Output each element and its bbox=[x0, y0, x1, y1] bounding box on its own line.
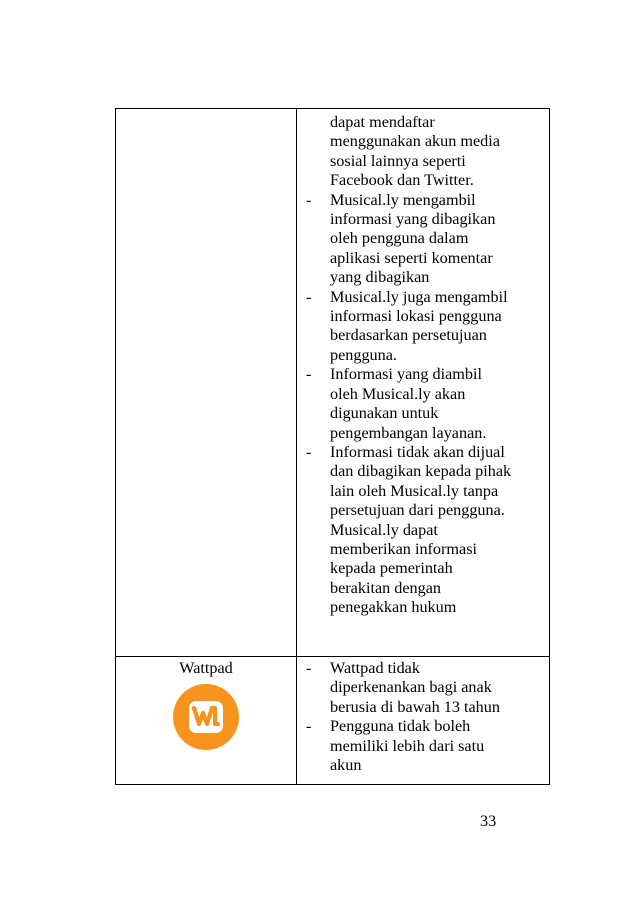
policy-cell bbox=[297, 109, 550, 657]
page-number: 33 bbox=[480, 812, 497, 830]
policy-line: pengembangan layanan. bbox=[330, 423, 487, 442]
app-cell bbox=[116, 109, 297, 657]
policy-line: oleh Musical.ly akan bbox=[330, 384, 466, 403]
wattpad-logo-icon bbox=[173, 684, 239, 750]
policy-line: menggunakan akun media bbox=[330, 132, 500, 151]
table-row bbox=[116, 109, 550, 657]
policy-line: kepada pemerintah bbox=[330, 559, 453, 578]
policy-line: berdasarkan persetujuan bbox=[330, 326, 487, 345]
policy-bullet bbox=[306, 365, 541, 384]
policy-line: oleh pengguna dalam bbox=[330, 229, 469, 248]
policy-line: sosial lainnya seperti bbox=[330, 151, 466, 170]
policy-line: persetujuan dari pengguna. bbox=[330, 501, 505, 520]
bullet-dash: - bbox=[306, 717, 312, 736]
policy-line: lain oleh Musical.ly tanpa bbox=[330, 481, 499, 500]
policy-cell bbox=[297, 657, 550, 785]
policy-line: penegakkan hukum bbox=[330, 598, 457, 617]
policy-line: Musical.ly juga mengambil bbox=[330, 287, 508, 306]
policy-line: Pengguna tidak boleh bbox=[330, 717, 471, 736]
app-name: Wattpad bbox=[179, 659, 233, 677]
bullet-dash: - bbox=[306, 190, 312, 209]
policy-line: Facebook dan Twitter. bbox=[330, 171, 474, 190]
policy-line: dan dibagikan kepada pihak bbox=[330, 462, 512, 481]
policy-bullet bbox=[306, 288, 541, 307]
policy-line: informasi lokasi pengguna bbox=[330, 307, 502, 326]
bullet-dash: - bbox=[306, 365, 312, 384]
table-row bbox=[116, 657, 550, 785]
bullet-dash: - bbox=[306, 442, 312, 461]
policy-bullet bbox=[306, 659, 541, 678]
policy-line: Informasi tidak akan dijual bbox=[330, 442, 505, 461]
app-cell bbox=[116, 657, 297, 785]
policy-line: memberikan informasi bbox=[330, 539, 477, 558]
policy-line: pengguna. bbox=[330, 345, 397, 364]
policy-line: Musical.ly mengambil bbox=[330, 190, 476, 209]
policy-bullet bbox=[306, 443, 541, 462]
policy-line: berusia di bawah 13 tahun bbox=[330, 697, 500, 716]
policy-line: berakitan dengan bbox=[330, 578, 442, 597]
policy-line: aplikasi seperti komentar bbox=[330, 248, 493, 267]
policy-bullet bbox=[306, 191, 541, 210]
policy-line: informasi yang dibagikan bbox=[330, 210, 496, 229]
policy-line: memiliki lebih dari satu bbox=[330, 736, 485, 755]
bullet-dash: - bbox=[306, 287, 312, 306]
policy-bullet bbox=[306, 717, 541, 736]
policy-line: Musical.ly dapat bbox=[330, 520, 438, 539]
policy-table bbox=[115, 108, 550, 785]
policy-line: yang dibagikan bbox=[330, 268, 430, 287]
policy-line: digunakan untuk bbox=[330, 404, 439, 423]
policy-line: dapat mendaftar bbox=[330, 113, 435, 131]
policy-line: akun bbox=[330, 756, 362, 775]
policy-line: diperkenankan bagi anak bbox=[330, 678, 492, 697]
policy-line: Wattpad tidak bbox=[330, 659, 420, 677]
bullet-dash: - bbox=[306, 659, 312, 677]
policy-line: Informasi yang diambil bbox=[330, 365, 482, 384]
